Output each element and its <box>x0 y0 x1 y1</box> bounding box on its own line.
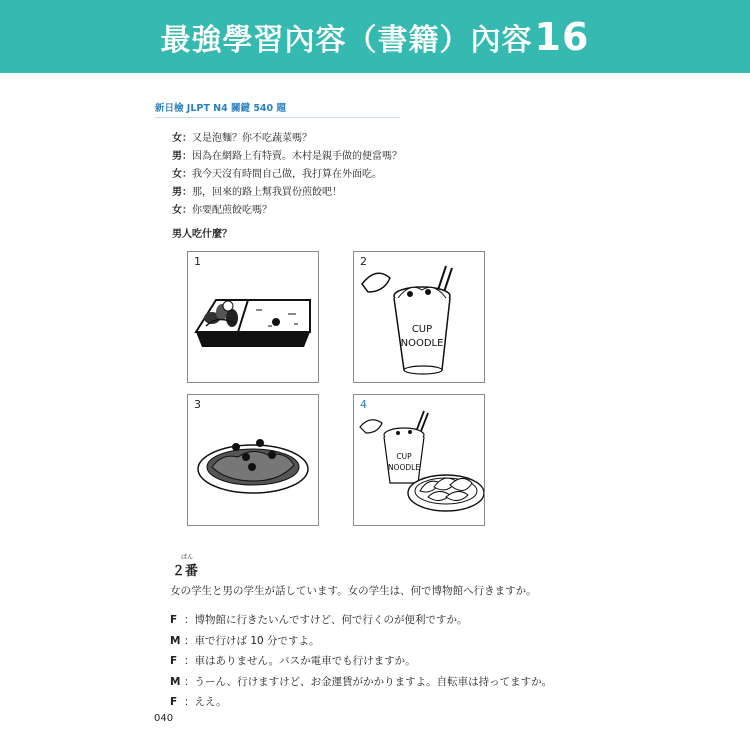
speaker-label: M <box>170 675 181 688</box>
dialog-line <box>172 202 402 220</box>
option-number: 2 <box>360 255 367 268</box>
speaker-label: 男： <box>172 151 192 162</box>
dialog-line <box>172 184 402 202</box>
dialog-text: 我今天沒有時間自己做，我打算在外面吃。 <box>192 169 382 180</box>
dialog-text: 那，回來的路上幫我買份煎餃吧！ <box>192 187 342 198</box>
dialog-text: 因為在網路上有特賣。木村是親手做的便當嗎？ <box>192 151 402 162</box>
section-ruby: ばん <box>181 554 194 561</box>
cup-label-line2: NOODLE <box>400 338 444 349</box>
answer-option-2[interactable] <box>353 251 485 383</box>
dialog-zh <box>172 130 402 220</box>
dialog-text: ：うーん、行けますけど、お金運賃がかかりますよ。自転車は持ってますか。 <box>184 675 553 688</box>
banner-title-text: 最強學習內容（書籍）內容 <box>160 22 533 58</box>
dialog-text: ：車はありません。バスか電車でも行けますか。 <box>184 655 416 667</box>
header-divider <box>155 117 400 118</box>
dialog-line <box>172 148 402 166</box>
dialog-line <box>170 651 552 672</box>
top-banner <box>0 0 750 73</box>
option-number: 3 <box>194 398 201 411</box>
intro-ja: 女の学生と男の学生が話しています。女の学生は、何で博物館へ行きますか。 <box>170 585 537 597</box>
answer-option-3[interactable] <box>187 394 319 526</box>
book-header: 新日檢 JLPT N4 關鍵 540 題 <box>155 103 286 114</box>
speaker-label: F <box>170 655 178 667</box>
cup-noodle-gyoza-icon <box>354 395 484 525</box>
bento-box-icon <box>188 252 318 382</box>
salad-plate-icon <box>188 395 318 525</box>
banner-title <box>161 15 590 59</box>
speaker-label: 女： <box>172 205 192 216</box>
dialog-line <box>172 130 402 148</box>
section-title <box>172 554 199 579</box>
option-number: 1 <box>194 255 201 268</box>
answer-option-4[interactable] <box>353 394 485 526</box>
answer-option-1[interactable] <box>187 251 319 383</box>
dialog-text: 又是泡麵？你不吃蔬菜嗎？ <box>192 133 312 144</box>
dialog-text: ：車で行けば 10 分ですよ。 <box>184 634 320 647</box>
option-number: 4 <box>360 398 367 411</box>
dialog-line <box>170 610 552 631</box>
question: 男人吃什麼？ <box>172 229 232 240</box>
dialog-line <box>172 166 402 184</box>
banner-title-number: 16 <box>534 14 590 59</box>
cup-label-line2: NOODLE <box>387 463 421 472</box>
dialog-line <box>170 672 552 693</box>
speaker-label: F <box>170 614 178 626</box>
cup-noodle-icon <box>354 252 484 382</box>
dialog-line <box>170 631 552 652</box>
speaker-label: 女： <box>172 169 192 180</box>
speaker-label: M <box>170 634 181 647</box>
dialog-text: 你要配煎餃吃嗎？ <box>192 205 272 216</box>
cup-label-line1: CUP <box>396 452 412 461</box>
dialog-ja <box>170 610 552 713</box>
dialog-line <box>170 692 552 713</box>
dialog-text: ：ええ。 <box>184 696 227 708</box>
speaker-label: 男： <box>172 187 192 198</box>
speaker-label: F <box>170 696 178 708</box>
section-title-text: ２番 <box>172 564 199 579</box>
dialog-text: ：博物館に行きたいんですけど、何で行くのが便利ですか。 <box>184 614 468 626</box>
cup-label-line1: CUP <box>411 324 433 335</box>
speaker-label: 女： <box>172 133 192 144</box>
page-number: 040 <box>154 713 174 724</box>
